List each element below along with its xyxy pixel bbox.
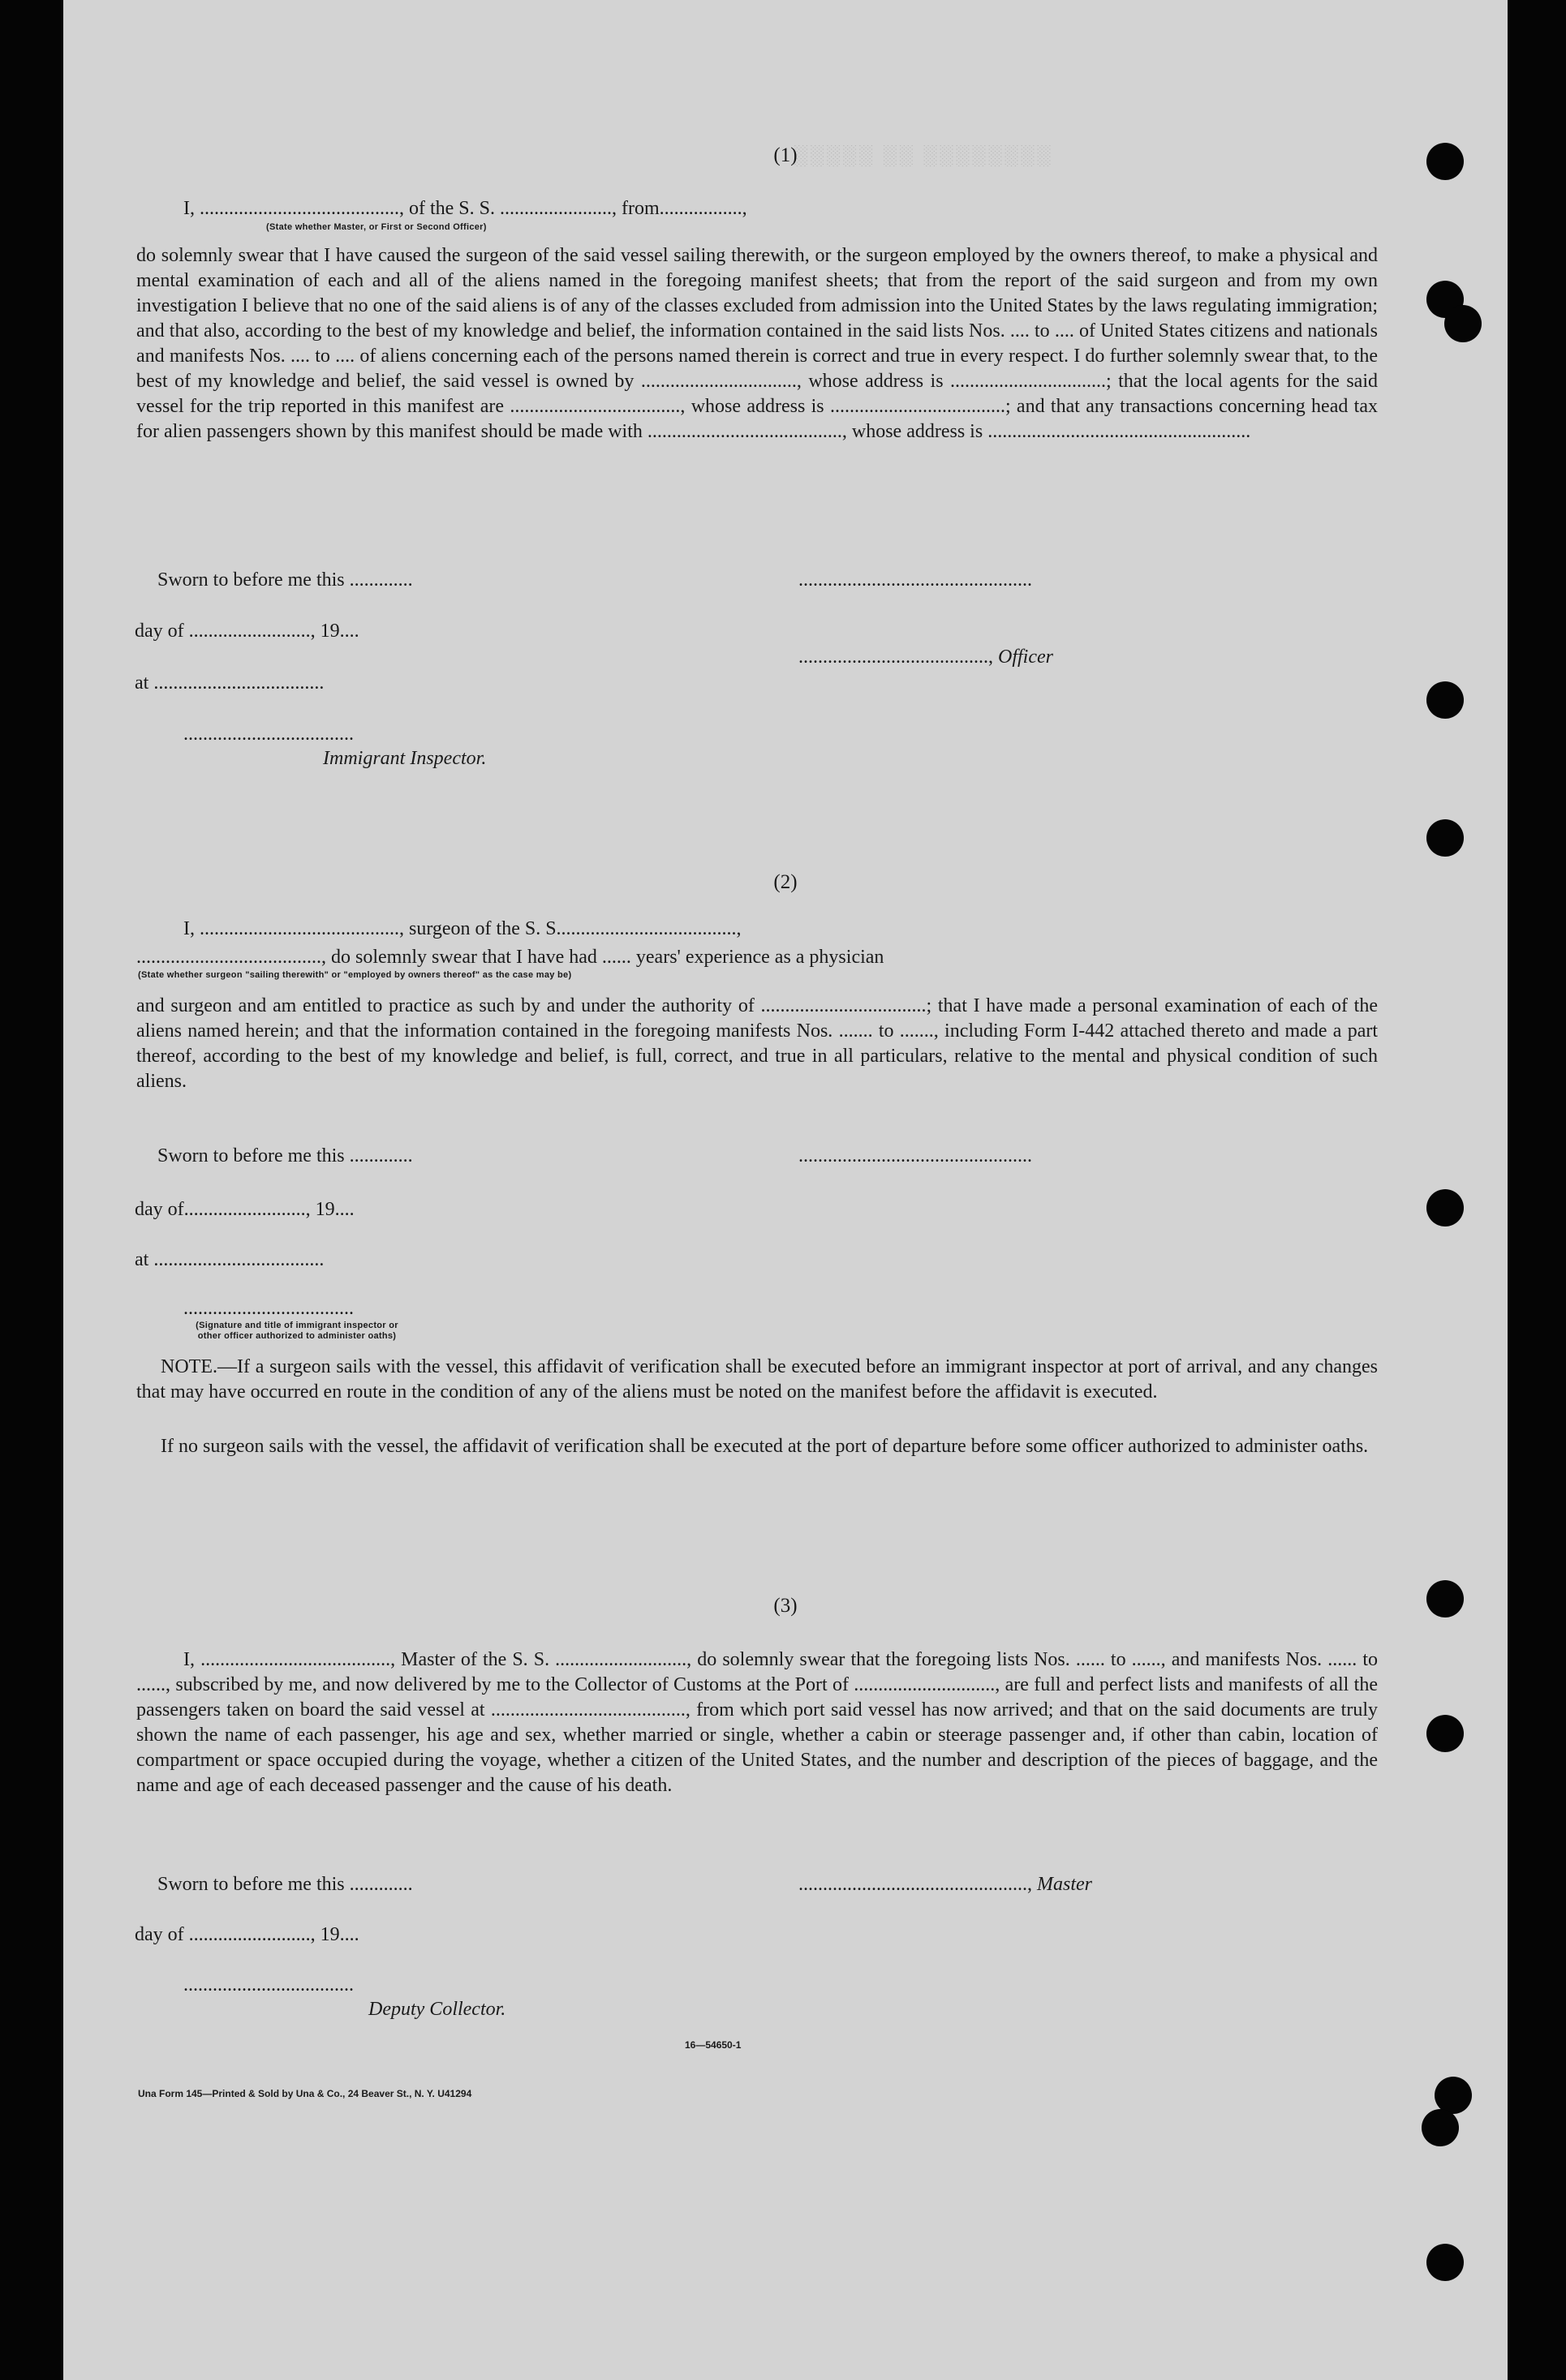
section-3-master	[798, 1872, 1092, 1897]
master-line: ...............................................,	[798, 1874, 1037, 1895]
section-3-number: (3)	[773, 1595, 798, 1617]
section-1-inspector-label: Immigrant Inspector.	[323, 748, 487, 769]
section-1-sworn: Sworn to before me this .............	[157, 569, 413, 591]
section-3-collector-line: ...................................	[183, 1974, 354, 1996]
section-2-body: and surgeon and am entitled to practice as such by and under the authority of ..................................; that I have made a personal examination of each of the aliens named herein; and that the information contained in the foregoing manifests Nos. ....... to ......., including Form I-442 attached thereto and made a part thereof, according to the best of my knowledge and belief, is full, correct, and true in all particulars, relative to the mental and physical condition of such aliens.	[136, 995, 1378, 1092]
binder-hole-icon	[1422, 2109, 1459, 2146]
section-2-note-continued: If no surgeon sails with the vessel, the affidavit of verification shall be executed at the port of departure before some officer authorized to administer oaths.	[161, 1436, 1369, 1457]
form-code: 16—54650-1	[685, 2039, 742, 2051]
officer-label: Officer	[998, 647, 1053, 668]
section-2-at: at ...................................	[135, 1249, 325, 1270]
binder-hole-icon	[1426, 681, 1464, 719]
section-2-sworn: Sworn to before me this .............	[157, 1145, 413, 1166]
section-3-sworn: Sworn to before me this .............	[157, 1874, 413, 1895]
section-2-day: day of........................., 19....	[135, 1199, 355, 1220]
section-3-collector-label: Deputy Collector.	[368, 1999, 506, 2020]
section-2-caption: (State whether surgeon "sailing therewith" or "employed by owners thereof" as the case may be)	[138, 970, 572, 980]
section-2-inspector-caption: (Signature and title of immigrant inspector or other officer authorized to administer oaths)	[196, 1321, 398, 1341]
binder-hole-icon	[1426, 819, 1464, 857]
section-2-signature-line: ................................................	[798, 1145, 1032, 1166]
bleed-through: ░░░░░ ░░ ░░░░░░░░	[794, 144, 1053, 166]
section-1-at: at ...................................	[135, 672, 325, 694]
binder-hole-icon	[1426, 1189, 1464, 1227]
binder-hole-icon	[1426, 1580, 1464, 1617]
section-3-day: day of ........................., 19....	[135, 1924, 359, 1945]
binder-hole-icon	[1426, 1715, 1464, 1752]
section-2-note: NOTE.—If a surgeon sails with the vessel, this affidavit of verification shall be executed before an immigrant inspector at port of arrival, and any changes that may have occurred en route in the condition of any of the aliens must be noted on the manifest before the affidavit is executed.	[136, 1356, 1378, 1403]
section-1-officer	[798, 645, 1053, 670]
section-1-caption: (State whether Master, or First or Second Officer)	[266, 222, 487, 232]
binder-hole-icon	[1444, 305, 1482, 342]
section-1-signature-line: ................................................	[798, 569, 1032, 591]
form-page	[63, 0, 1508, 2380]
section-2-inspector-line: ...................................	[183, 1298, 354, 1319]
section-2-number: (2)	[773, 871, 798, 893]
binder-hole-icon	[1426, 2244, 1464, 2281]
section-1-inspector-line: ...................................	[183, 724, 354, 745]
section-3-body: I, ......................................., Master of the S. S. ..........................., do solemnly swear that the foregoing lists Nos. ...... to ......, and manifests Nos. ...... to ......, subscribed by me, and now delivered by me to the Collector of Customs at the Port of ............................., are full and perfect lists and manifests of all the passengers taken on board the said vessel at ........................................, from which port said vessel has now arrived; and that on the said documents are truly shown the name of each passenger, his age and sex, whether married or single, whether a cabin or steerage passenger and, if other than cabin, location of compartment or space occupied during the voyage, whether a citizen of the United States, and the number and description of the pieces of baggage, and the name and age of each deceased passenger and the cause of his death.	[136, 1649, 1378, 1796]
officer-line: .......................................,	[798, 647, 998, 668]
section-1-day: day of ........................., 19....	[135, 621, 359, 642]
section-1-opening-line: I, ........................................., of the S. S. ......................., from.................,	[183, 198, 747, 219]
section-2-second-line: ......................................, do solemnly swear that I have had ...... years' experience as a physician	[136, 947, 884, 968]
section-1-number: (1)	[773, 144, 798, 166]
section-2-opening-line: I, ........................................., surgeon of the S. S.....................................,	[183, 918, 742, 939]
printer-footer: Una Form 145—Printed & Sold by Una & Co., 24 Beaver St., N. Y. U41294	[138, 2088, 472, 2099]
section-1-body: do solemnly swear that I have caused the surgeon of the said vessel sailing therewith, or the surgeon employed by the owners thereof, to make a physical and mental examination of each and all of the aliens named in the foregoing manifest sheets; that from the report of the said surgeon and from my own investigation I believe that no one of the said aliens is of any of the classes excluded from admission into the United States by the laws regulating immigration; and that also, according to the best of my knowledge and belief, the information contained in the said lists Nos. .... to .... of United States citizens and nationals and manifests Nos. .... to .... of aliens concerning each of the persons named therein is correct and true in every respect. I do further solemnly swear that, to the best of my knowledge and belief, the said vessel is owned by ................................, whose address is ................................; that the local agents for the said vessel for the trip reported in this manifest are ..................................., whose address is ....................................; and that any transactions concerning head tax for alien passengers shown by this manifest should be made with ........................................, whose address is ......................................................	[136, 245, 1378, 442]
binder-hole-icon	[1426, 143, 1464, 180]
master-label: Master	[1037, 1874, 1092, 1895]
